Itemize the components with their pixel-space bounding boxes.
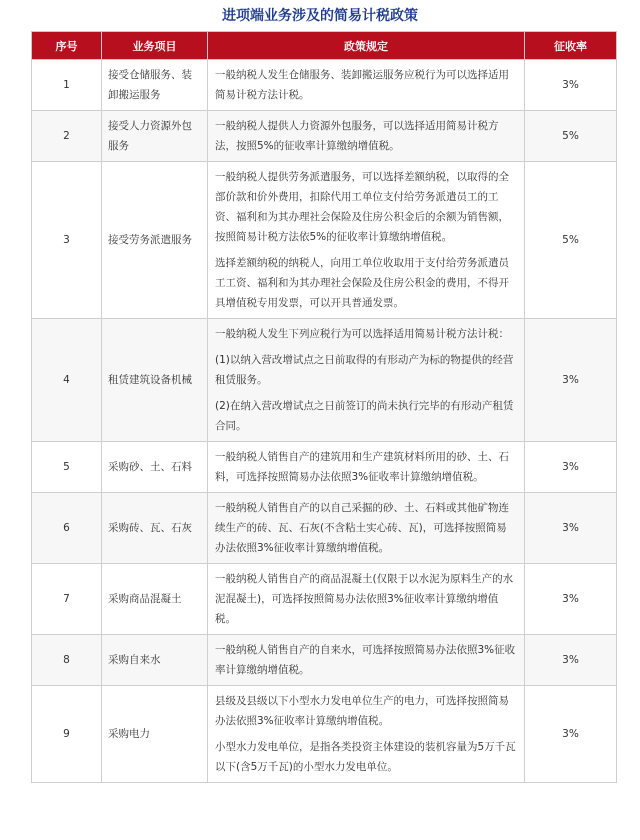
table-row — [32, 564, 617, 635]
row-policy — [208, 319, 525, 442]
row-item: 接受仓储服务、装卸搬运服务 — [102, 60, 208, 111]
row-policy — [208, 60, 525, 111]
row-seq: 6 — [32, 493, 102, 564]
row-item: 接受人力资源外包服务 — [102, 111, 208, 162]
row-item: 采购砂、土、石料 — [102, 442, 208, 493]
policy-paragraph: 一般纳税人销售自产的以自己采掘的砂、土、石料或其他矿物连续生产的砖、瓦、石灰(不含粘土实心砖、瓦)，可选择按照简易办法依照3%征收率计算缴纳增值税。 — [215, 502, 509, 554]
row-rate: 3% — [525, 319, 617, 442]
policy-paragraph: (1)以纳入营改增试点之日前取得的有形动产为标的物提供的经营租赁服务。 — [215, 354, 514, 386]
table-header-row — [32, 32, 617, 60]
table-row — [32, 635, 617, 686]
row-seq: 5 — [32, 442, 102, 493]
row-policy — [208, 635, 525, 686]
row-rate: 3% — [525, 60, 617, 111]
row-item: 租赁建筑设备机械 — [102, 319, 208, 442]
row-rate: 3% — [525, 564, 617, 635]
table-row — [32, 319, 617, 442]
table-body — [32, 60, 617, 783]
row-rate: 5% — [525, 111, 617, 162]
row-item: 采购商品混凝土 — [102, 564, 208, 635]
table-row — [32, 111, 617, 162]
table-row — [32, 686, 617, 783]
policy-paragraph: 一般纳税人发生仓储服务、装卸搬运服务应税行为可以选择适用简易计税方法计税。 — [215, 69, 509, 101]
row-rate: 5% — [525, 162, 617, 319]
page-title: 进项端业务涉及的简易计税政策 — [222, 8, 418, 24]
header-policy: 政策规定 — [208, 32, 525, 60]
row-item: 采购砖、瓦、石灰 — [102, 493, 208, 564]
row-item: 采购自来水 — [102, 635, 208, 686]
row-rate: 3% — [525, 635, 617, 686]
row-policy — [208, 493, 525, 564]
table-row — [32, 60, 617, 111]
policy-paragraph: 一般纳税人提供劳务派遣服务，可以选择差额纳税，以取得的全部价款和价外费用，扣除代用工单位支付给劳务派遣员工的工资、福利和为其办理社会保险及住房公积金后的余额为销售额，按照简易计税方法依5%的征收率计算缴纳增值税。 — [215, 171, 509, 243]
policy-table — [31, 31, 617, 783]
table-row — [32, 442, 617, 493]
row-policy — [208, 564, 525, 635]
row-rate: 3% — [525, 442, 617, 493]
row-rate: 3% — [525, 686, 617, 783]
table-row — [32, 493, 617, 564]
policy-paragraph: 选择差额纳税的纳税人，向用工单位收取用于支付给劳务派遣员工工资、福利和为其办理社会保险及住房公积金的费用，不得开具增值税专用发票，可以开具普通发票。 — [215, 257, 509, 309]
table-row — [32, 162, 617, 319]
header-item: 业务项目 — [102, 32, 208, 60]
policy-paragraph: 一般纳税人销售自产的商品混凝土(仅限于以水泥为原料生产的水泥混凝土)，可选择按照简易办法依照3%征收率计算缴纳增值税。 — [215, 573, 514, 625]
header-rate: 征收率 — [525, 32, 617, 60]
row-item: 接受劳务派遣服务 — [102, 162, 208, 319]
policy-paragraph: 县级及县级以下小型水力发电单位生产的电力，可选择按照简易办法依照3%征收率计算缴纳增值税。 — [215, 695, 509, 727]
row-policy — [208, 162, 525, 319]
row-seq: 3 — [32, 162, 102, 319]
row-seq: 2 — [32, 111, 102, 162]
policy-paragraph: 一般纳税人销售自产的自来水，可选择按照简易办法依照3%征收率计算缴纳增值税。 — [215, 644, 516, 676]
row-seq: 9 — [32, 686, 102, 783]
row-policy — [208, 686, 525, 783]
policy-paragraph: 一般纳税人发生下列应税行为可以选择适用简易计税方法计税： — [215, 328, 509, 340]
row-policy — [208, 111, 525, 162]
row-seq: 7 — [32, 564, 102, 635]
row-seq: 4 — [32, 319, 102, 442]
row-policy — [208, 442, 525, 493]
row-seq: 8 — [32, 635, 102, 686]
row-seq: 1 — [32, 60, 102, 111]
header-seq: 序号 — [32, 32, 102, 60]
policy-paragraph: 小型水力发电单位，是指各类投资主体建设的装机容量为5万千瓦以下(含5万千瓦)的小型水力发电单位。 — [215, 741, 516, 773]
policy-paragraph: (2)在纳入营改增试点之日前签订的尚未执行完毕的有形动产租赁合同。 — [215, 400, 514, 432]
row-item: 采购电力 — [102, 686, 208, 783]
policy-paragraph: 一般纳税人提供人力资源外包服务，可以选择适用简易计税方法，按照5%的征收率计算缴纳增值税。 — [215, 120, 499, 152]
policy-paragraph: 一般纳税人销售自产的建筑用和生产建筑材料所用的砂、土、石料，可选择按照简易办法依照3%征收率计算缴纳增值税。 — [215, 451, 509, 483]
row-rate: 3% — [525, 493, 617, 564]
